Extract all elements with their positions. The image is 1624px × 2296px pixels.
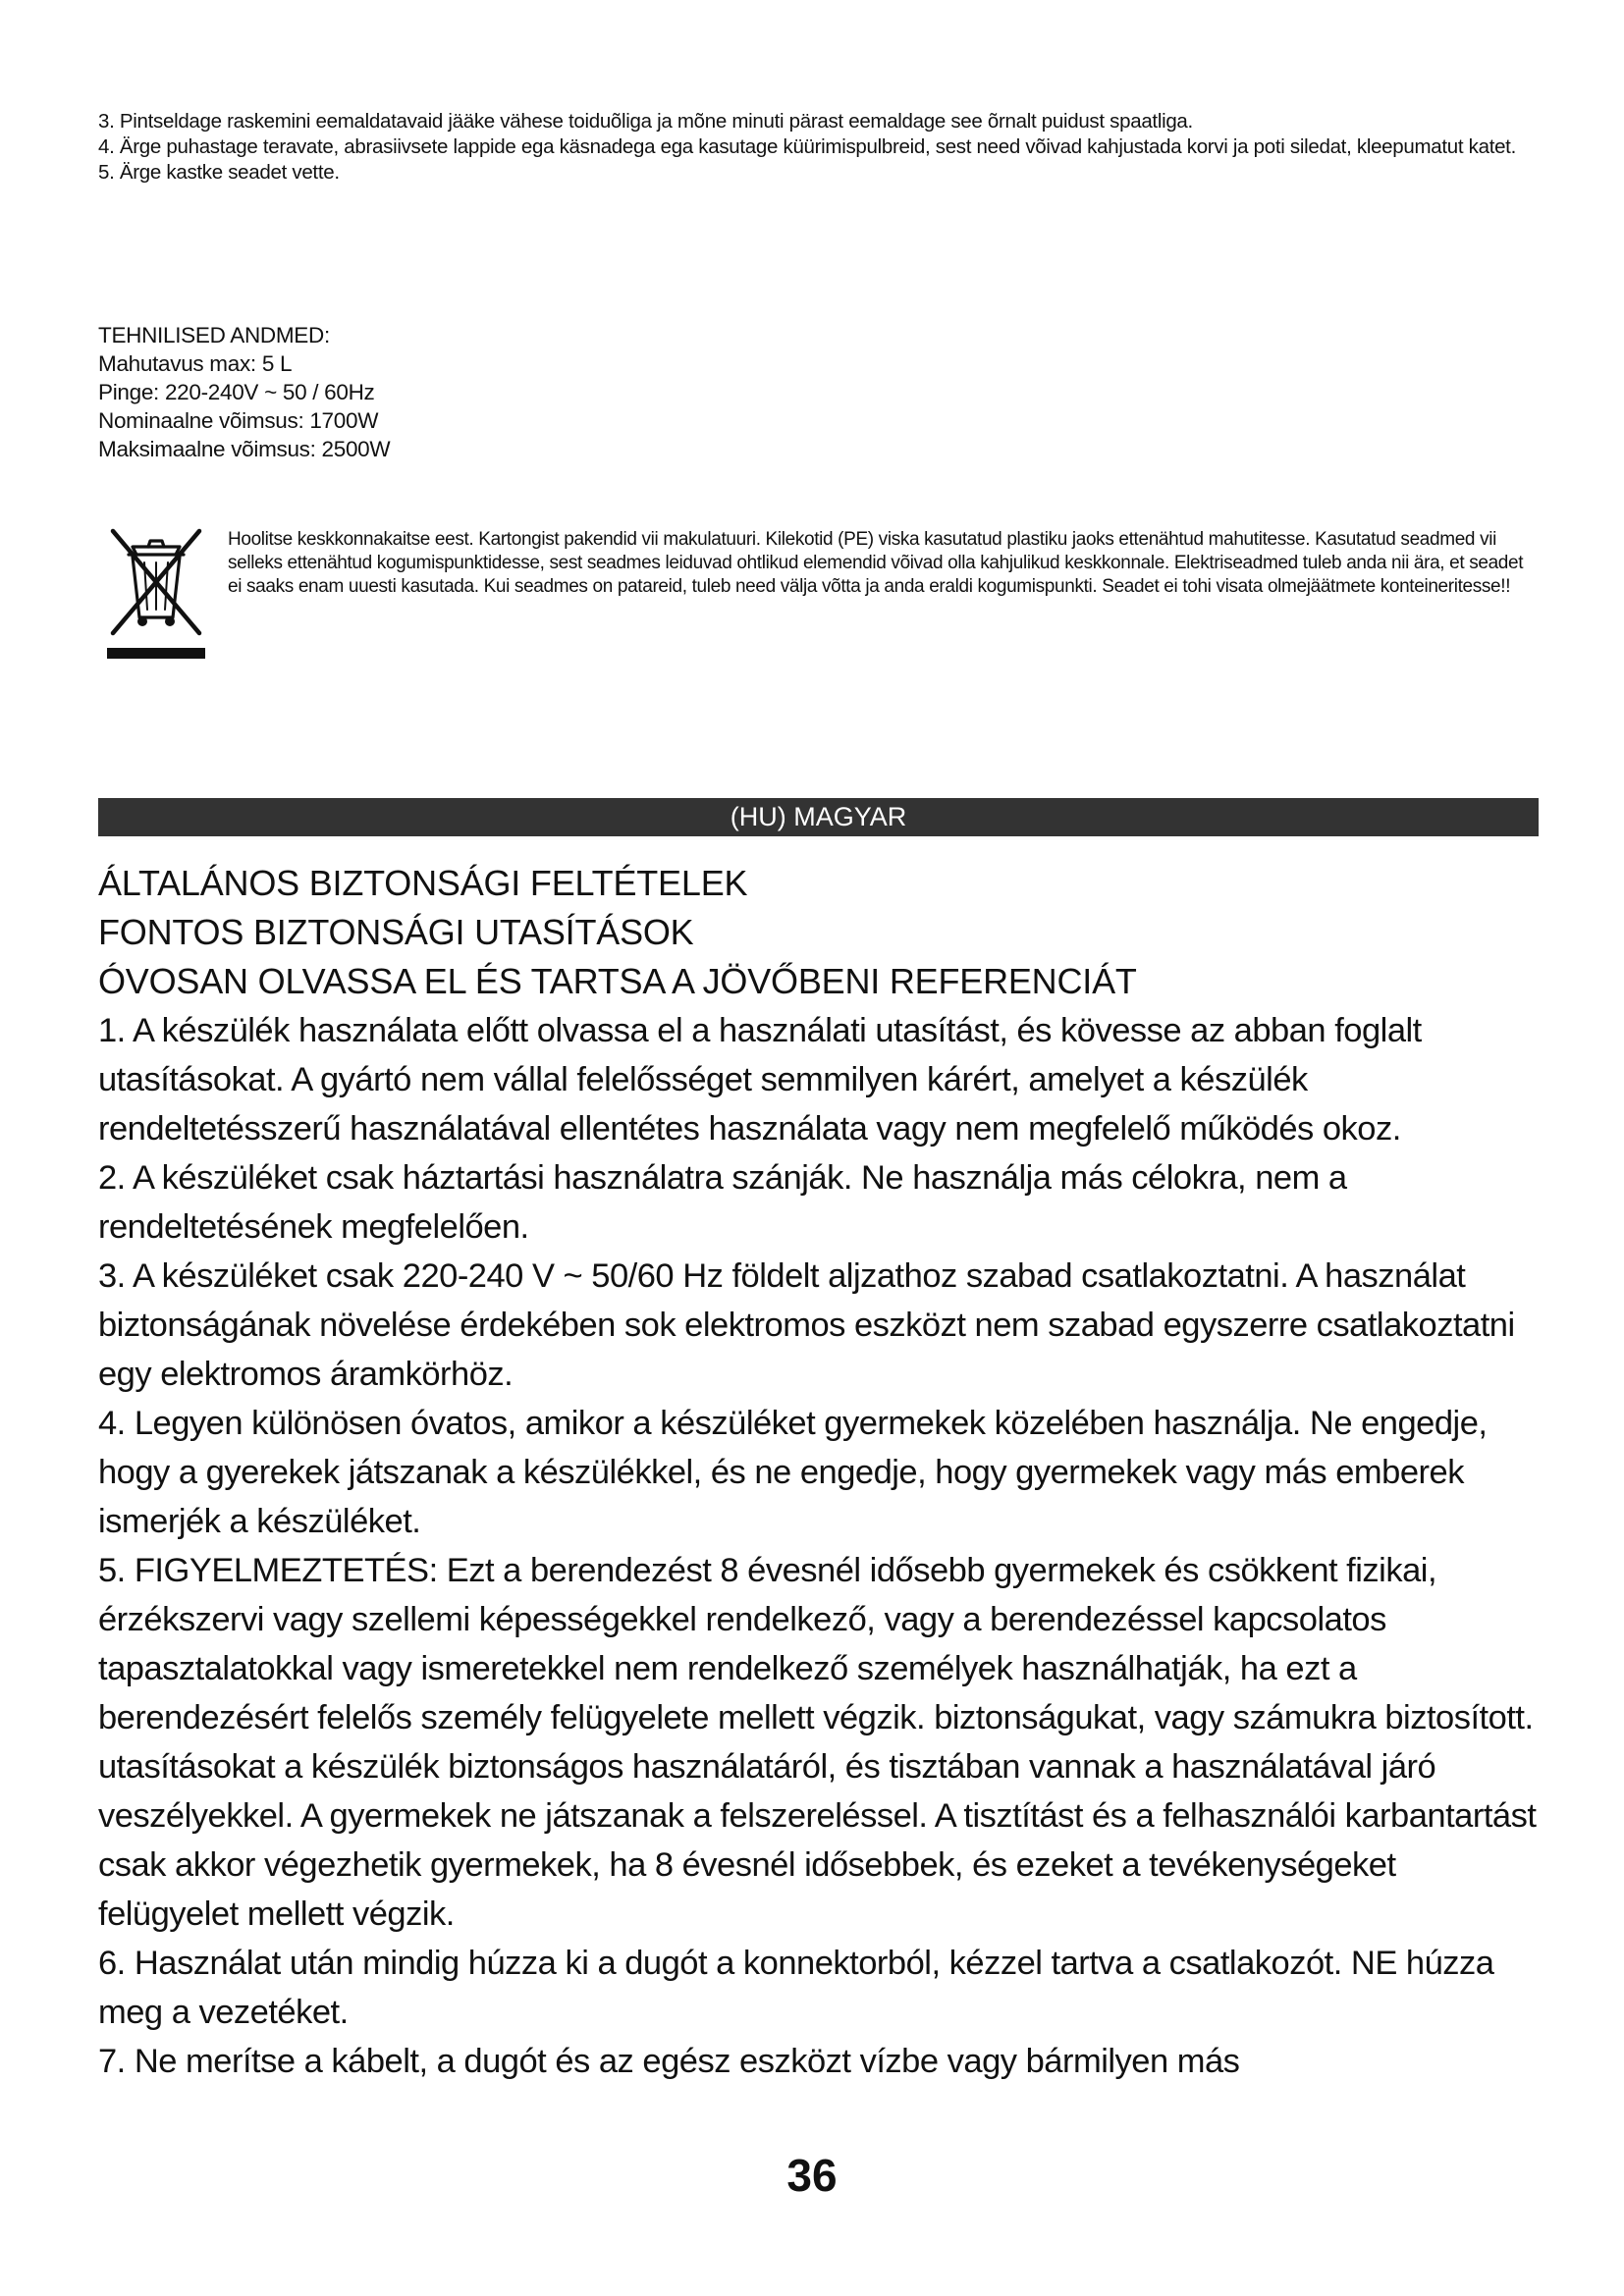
environment-notice: Hoolitse keskkonnakaitse eest. Kartongist pakendid vii makulatuuri. Kilekotid (PE) viska kasutatud plastiku jaoks ettenähtud mahutitesse. Kasutatud seadmed vii selleks ettenähtud kogumispunktidesse, sest seadmes leiduvad ohtlikud elemendid võivad olla kahjulikud keskkonnale. Elektriseadmed tuleb anda nii ära, et seadet ei saaks enam uuesti kasutada. Kui seadmes on patareid, tuleb need välja võtta ja anda eraldi kogumispunkti. Seadet ei tohi visata olmejäätmete konteineritesse!! — [228, 529, 1524, 597]
safety-item-5: 5. FIGYELMEZTETÉS: Ezt a berendezést 8 évesnél idősebb gyermekek és csökkent fizikai, érzékszervi vagy szellemi képességekkel rendelkező, vagy a berendezéssel kapcsolatos tapasztalatokkal vagy ismeretekkel nem rendelkező személyek használhatják, ha ezt a berendezésért felelős személy felügyelete mellett végzik. biztonságukat, vagy számukra biztosított. utasításokat a készülék biztonságos használatáról, és tisztában vannak a használatával járó veszélyekkel. A gyermekek ne játszanak a felszereléssel. A tisztítást és a felhasználói karbantartást csak akkor végezhetik gyermekek, ha 8 évesnél idősebbek, és ezeket a tevékenységeket felügyelet mellett végzik. — [98, 1552, 1537, 1933]
tech-capacity: Mahutavus max: 5 L — [98, 351, 293, 376]
care-item-4: 4. Ärge puhastage teravate, abrasiivsete lappide ega käsnadega ega kasutage küürimispulbreid, sest need võivad kahjustada korvi ja poti siledat, kleepumatut katet. — [98, 135, 1516, 158]
technical-data — [98, 321, 884, 463]
safety-item-3: 3. A készüléket csak 220-240 V ~ 50/60 Hz földelt aljzathoz szabad csatlakoztatni. A használat biztonságának növelése érdekében sok elektromos eszközt nem szabad egyszerre csatlakoztatni egy elektromos áramkörhöz. — [98, 1257, 1515, 1393]
section-title-general: ÁLTALÁNOS BIZTONSÁGI FELTÉTELEK — [98, 863, 748, 903]
section-title-important: FONTOS BIZTONSÁGI UTASÍTÁSOK — [98, 912, 694, 952]
hungarian-safety-section — [98, 859, 1542, 2086]
tech-voltage: Pinge: 220-240V ~ 50 / 60Hz — [98, 380, 375, 404]
care-item-3: 3. Pintseldage raskemini eemaldatavaid jääke vähese toiduõliga ja mõne minuti pärast eemaldage see õrnalt puidust spaatliga. — [98, 110, 1193, 133]
tech-heading: TEHNILISED ANDMED: — [98, 323, 330, 347]
safety-item-6: 6. Használat után mindig húzza ki a dugót a konnektorból, kézzel tartva a csatlakozót. NE húzza meg a vezetéket. — [98, 1945, 1494, 2031]
estonian-care-instructions — [98, 109, 1532, 186]
care-item-5: 5. Ärge kastke seadet vette. — [98, 161, 340, 184]
safety-item-1: 1. A készülék használata előtt olvassa el a használati utasítást, és kövesse az abban foglalt utasításokat. A gyártó nem vállal felelősséget semmilyen kárért, amelyet a készülék rendeltetésszerű használatával ellentétes használata vagy nem megfelelő működés okoz. — [98, 1012, 1422, 1148]
page-number: 36 — [786, 2150, 838, 2201]
section-title-read-carefully: ÓVOSAN OLVASSA EL ÉS TARTSA A JÖVŐBENI REFERENCIÁT — [98, 961, 1137, 1001]
safety-item-2: 2. A készüléket csak háztartási használatra szánják. Ne használja más célokra, nem a rendeltetésének megfelelően. — [98, 1159, 1347, 1246]
safety-item-4: 4. Legyen különösen óvatos, amikor a készüléket gyermekek közelében használja. Ne engedje, hogy a gyerekek játszanak a készülékkel, és ne engedje, hogy gyermekek vagy más emberek ismerjék a készüléket. — [98, 1405, 1488, 1540]
safety-item-7: 7. Ne merítse a kábelt, a dugót és az egész eszközt vízbe vagy bármilyen más — [98, 2043, 1240, 2080]
weee-crossed-bin-icon — [107, 519, 205, 662]
tech-nominal-power: Nominaalne võimsus: 1700W — [98, 408, 379, 433]
language-section-bar: (HU) MAGYAR — [98, 798, 1539, 836]
tech-max-power: Maksimaalne võimsus: 2500W — [98, 437, 391, 461]
